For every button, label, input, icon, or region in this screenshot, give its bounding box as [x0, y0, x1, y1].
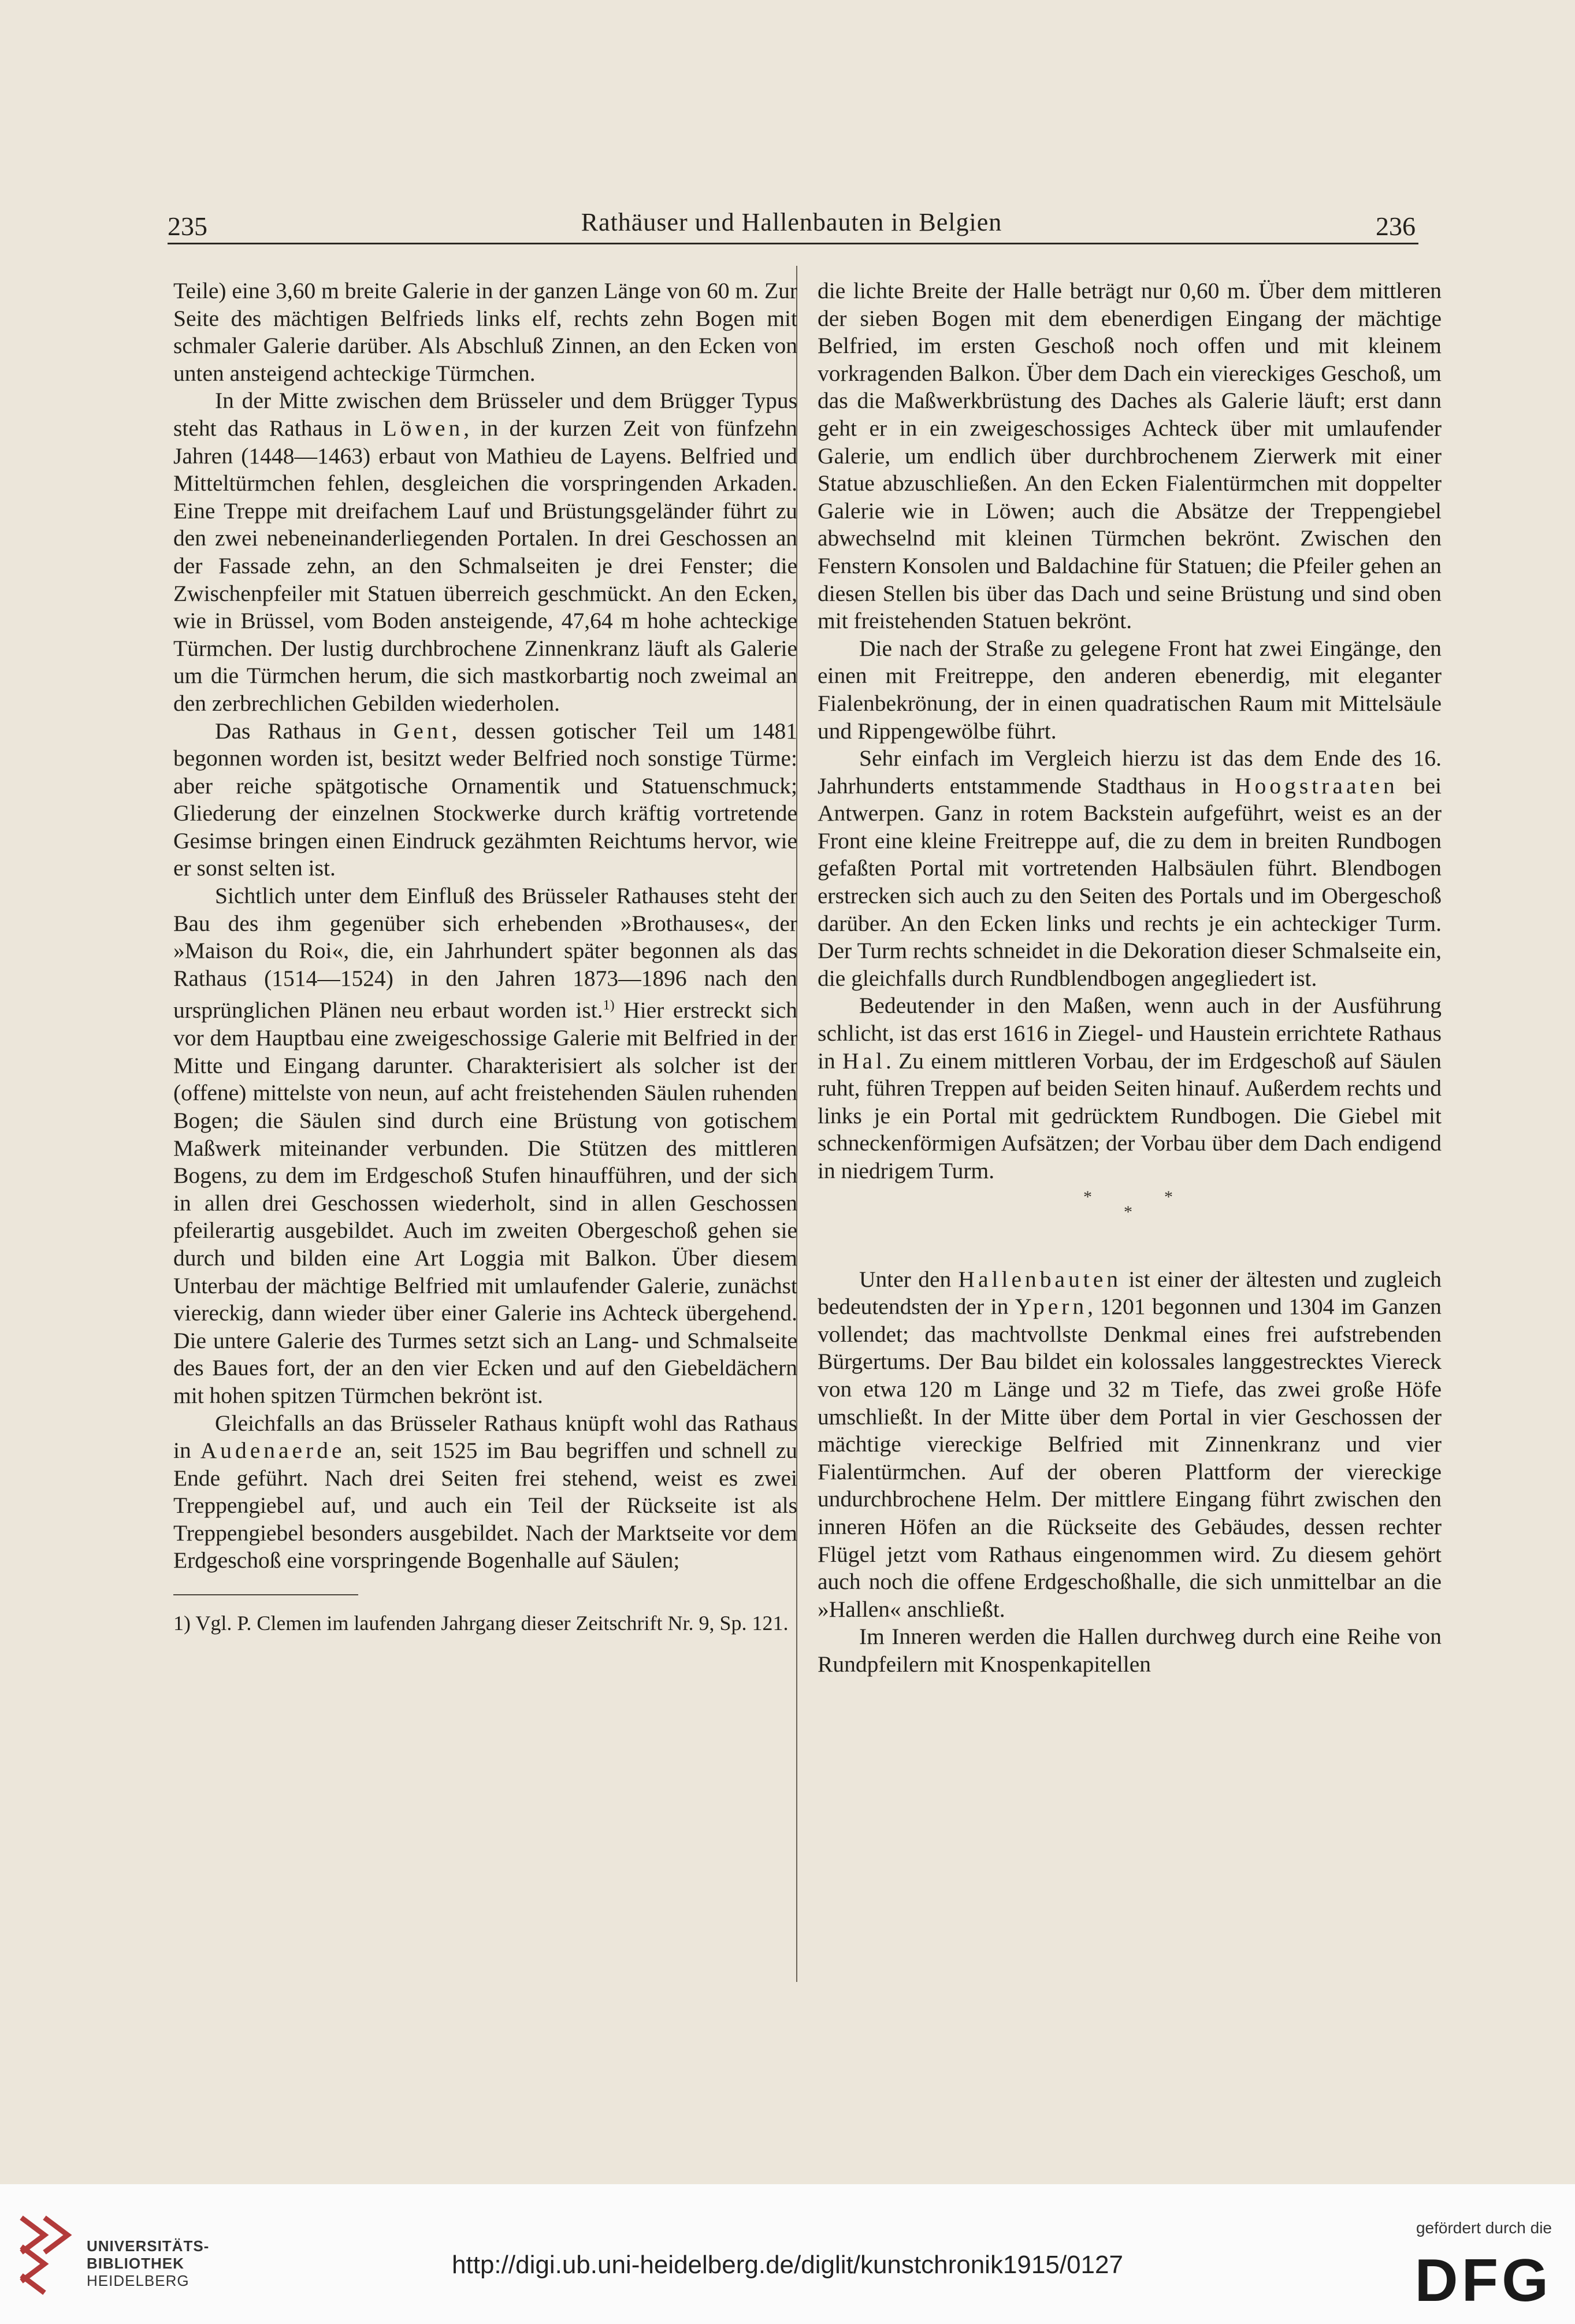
paragraph: Im Inneren werden die Hallen durchweg durch eine Reihe von Rundpfeilern mit Knospenkapitellen — [818, 1624, 1442, 1677]
place-name: Gent — [393, 718, 452, 744]
paragraph: die lichte Breite der Halle beträgt nur 0,60 m. Über dem mittleren der sieben Bogen mit dem ebenerdigen Eingang der mächtige Belfried, im ersten Geschoß noch offen und mit kleinem vorkragenden Balkon. Über dem Dach ein viereckiges Geschoß, um das die Maßwerkbrüstung des Daches als Galerie läuft; erst dann geht er in ein zweigeschossiges Achteck über mit umlaufender Galerie, um endlich über durchbrochenem Zierwerk mit einer Statue abzuschließen. An den Ecken Fialentürmchen mit doppelter Galerie wie in Löwen; auch die Absätze der Treppengiebel abwechselnd mit kleinen Türmchen bekrönt. Zwischen den Fenstern Konsolen und Baldachine für Statuen; die Pfeiler gehen an diesen Stellen bis über das Dach und seine Brüstung und sind oben mit freistehenden Statuen bekrönt. — [818, 278, 1442, 634]
paragraph: Bedeutender in den Maßen, wenn auch in der Ausführung schlicht, ist das erst 1616 in Ziegel- und Haustein errichtete Rathaus in Hal. Zu einem mittleren Vorbau, der im Erdgeschoß auf Säulen ruht, führen Treppen auf beiden Seiten hinauf. Außerdem rechts und links je ein Portal mit gedrücktem Rundbogen. Die Giebel mit schneckenförmigen Aufsätzen; der Vorbau über dem Dach endigend in niedrigem Turm. — [818, 993, 1442, 1183]
section-term: Hallenbauten — [958, 1266, 1122, 1292]
right-column — [818, 277, 1442, 1679]
paragraph: Gleichfalls an das Brüsseler Rathaus knüpft wohl das Rathaus in Audenaerde an, seit 1525 im Bau begriffen und schnell zu Ende geführt. Nach drei Seiten frei stehend, weist es zwei Treppengiebel auf, und auch ein Teil der Rückseite ist als Treppengiebel besonders ausgebildet. Nach der Marktseite vor dem Erdgeschoß eine vorspringende Bogenhalle auf Säulen; — [173, 1410, 797, 1573]
page-number-left: 235 — [168, 211, 207, 241]
page-number-right: 236 — [1376, 211, 1416, 241]
paragraph: Sehr einfach im Vergleich hierzu ist das dem Ende des 16. Jahrhunderts entstammende Stadthaus in Hoogstraaten bei Antwerpen. Ganz in rotem Backstein aufgeführt, weist es an der Front eine kleine Freitreppe auf, die zu dem in breiten Rundbogen gefaßten Portal mit vortretenden Halbsäulen führt. Blendbogen erstrecken sich auch zu den Seiten des Portals und im Obergeschoß darüber. An den Ecken links und rechts je ein achteckiger Turm. Der Turm rechts schneidet in die Dekoration dieser Schmalseite ein, die gleichfalls durch Rundblendbogen angegliedert ist. — [818, 745, 1442, 991]
running-header — [168, 199, 1416, 246]
asterisk: * — [1164, 1187, 1173, 1206]
running-title: Rathäuser und Hallenbauten in Belgien — [581, 208, 1002, 236]
paragraph: In der Mitte zwischen dem Brüsseler und dem Brügger Typus steht das Rathaus in Löwen, in der kurzen Zeit von fünfzehn Jahren (1448—1463) erbaut von Mathieu de Layens. Belfried und Mitteltürmchen fehlen, desgleichen die vorspringenden Arkaden. Eine Treppe mit dreifachem Lauf und Brüstungsgeländer führt zu den zwei nebeneinanderliegenden Portalen. In drei Geschossen an der Fassade zehn, an den Schmalseiten je drei Fenster; die Zwischenpfeiler mit Statuen überreich geschmückt. An den Ecken, wie in Brüssel, vom Boden ansteigende, 47,64 m hohe achteckige Türmchen. Der lustig durchbrochene Zinnenkranz läuft als Galerie um die Türmchen herum, die sich mastkorbartig noch zweimal an den zerbrechlichen Gebilden wiederholen. — [173, 388, 797, 716]
paragraph: Teile) eine 3,60 m breite Galerie in der ganzen Länge von 60 m. Zur Seite des mächtigen Belfrieds links elf, rechts zehn Bogen mit schmaler Galerie darüber. Als Abschluß Zinnen, an den Ecken von unten ansteigend achteckige Türmchen. — [173, 278, 797, 386]
digitization-footer — [0, 2184, 1575, 2324]
footnote-rule — [173, 1594, 358, 1595]
paragraph: Unter den Hallenbauten ist einer der ältesten und zugleich bedeutendsten der in Ypern, 1201 begonnen und 1304 im Ganzen vollendet; das machtvollste Denkmal eines frei aufstrebenden Bürgertums. Der Bau bildet ein kolossales langgestrecktes Viereck von etwa 120 m Länge und 32 m Tiefe, das zwei große Höfe umschließt. In der Mitte über dem Portal in vier Geschossen der mächtige viereckige Belfried mit Zinnenkranz und vier Fialentürmchen. Auf der oberen Plattform der viereckige undurchbrochene Helm. Der mittlere Eingang führt zwischen den inneren Höfen an die Rückseite des Gebäudes, dessen rechter Flügel jetzt vom Rathaus eingenommen wird. Zu diesem gehört auch noch die offene Erdgeschoßhalle, die sich unmittelbar an die »Hallen« anschließt. — [818, 1266, 1442, 1622]
paragraph: Die nach der Straße zu gelegene Front hat zwei Eingänge, den einen mit Freitreppe, den anderen ebenerdig, mit eleganter Fialenbekrönung, der in einen quadratischen Raum mit Mittelsäule und Rippengewölbe führt. — [818, 635, 1442, 744]
header-rule — [168, 243, 1418, 244]
paragraph: Sichtlich unter dem Einfluß des Brüsseler Rathauses steht der Bau des ihm gegenüber sich erhebenden »Brothauses«, der »Maison du Roi«, die, ein Jahrhundert später begonnen als das Rathaus (1514—1524) in den Jahren 1873—1896 nach den ursprünglichen Plänen neu erbaut worden ist.$^{1)}$ Hier erstreckt sich vor dem Hauptbau eine zweigeschossige Galerie mit Belfried in der Mitte und Eingang darunter. Charakterisiert als solcher ist der (offene) mittelste von neun, auf acht freistehenden Säulen ruhenden Bogen; die Säulen sind durch eine Brüstung von gotischem Maßwerk miteinander verbunden. Die Stützen des mittleren Bogens, zu dem im Erdgeschoß Stufen hinaufführen, und der sich in allen drei Geschossen wiederholt, sind in allen Geschossen pfeilerartig ausgebildet. Auch im zweiten Obergeschoß gehen sie durch und bilden eine Art Loggia mit Balkon. Über diesem Unterbau der mächtige Belfried mit umlaufender Galerie, zunächst viereckig, dann wieder über einer Galerie ins Achteck übergehend. Die untere Galerie des Turmes setzt sich an Lang- und Schmalseite des Baues fort, der an den vier Ecken und auf den Giebeldächern mit hohen spitzen Türmchen bekrönt ist. — [173, 883, 797, 1408]
section-break — [818, 1185, 1442, 1226]
asterisk: * — [1124, 1202, 1132, 1222]
footnote-marker: 1) — [603, 998, 615, 1013]
place-name: Ypern — [1015, 1294, 1088, 1320]
library-name: UNIVERSITÄTS- BIBLIOTHEK HEIDELBERG — [87, 2237, 210, 2289]
place-name: Audenaerde — [200, 1438, 346, 1464]
place-name: Hal — [842, 1048, 886, 1074]
left-column — [173, 277, 797, 1636]
dfg-logo: DFG — [1414, 2247, 1552, 2314]
asterisk: * — [1083, 1187, 1092, 1206]
funding-text: gefördert durch die — [1416, 2219, 1552, 2237]
footnote: 1) Vgl. P. Clemen im laufenden Jahrgang dieser Zeitschrift Nr. 9, Sp. 121. — [173, 1612, 789, 1635]
source-url-link[interactable]: http://digi.ub.uni-heidelberg.de/diglit/kunstchronik1915/0127 — [452, 2251, 1123, 2279]
paragraph: Das Rathaus in Gent, dessen gotischer Teil um 1481 begonnen worden ist, besitzt weder Belfried noch sonstige Türme: aber reiche spätgotische Ornamentik und Statuenschmuck; Gliederung der einzelnen Stockwerke durch kräftig vortretende Gesimse bringen einen Eindruck gezähmten Reichtums hervor, wie er sonst selten ist. — [173, 718, 797, 881]
place-name: Hoogstraaten — [1235, 773, 1398, 799]
place-name: Löwen — [382, 415, 464, 441]
